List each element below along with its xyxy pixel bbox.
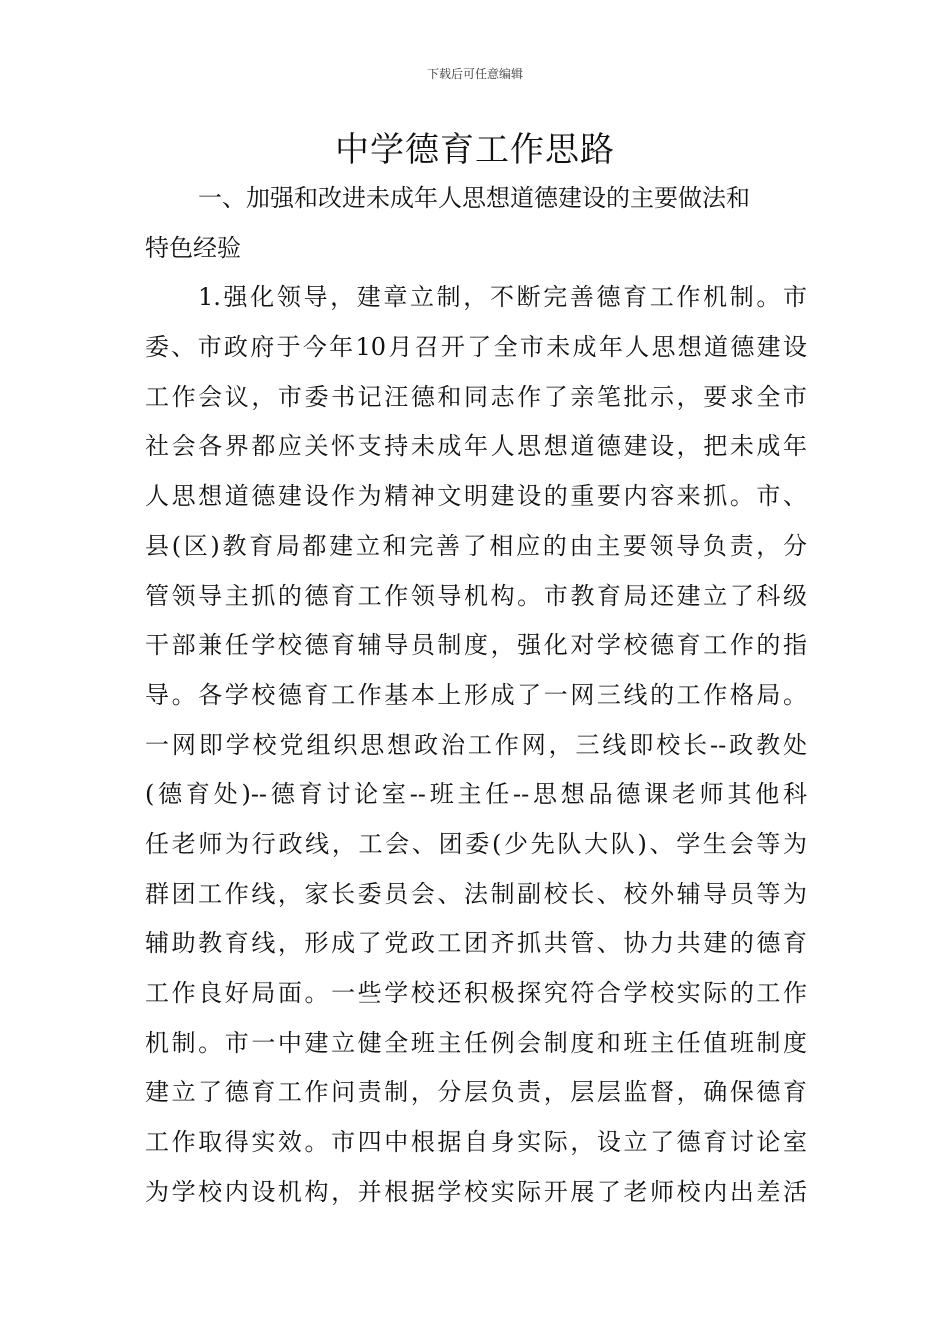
paragraph-line: 管领导主抓的德育工作领导机构。市教育局还建立了科级 xyxy=(145,581,807,610)
paragraph-line: 工作取得实效。市四中根据自身实际，设立了德育讨论室 xyxy=(145,1128,807,1157)
paragraph-line: 干部兼任学校德育辅导员制度，强化对学校德育工作的指 xyxy=(145,631,807,660)
paragraph-line: 县(区)教育局都建立和完善了相应的由主要领导负责，分 xyxy=(145,531,807,560)
paragraph-line: 为学校内设机构，并根据学校实际开展了老师校内出差活 xyxy=(145,1177,807,1206)
paragraph-line: 机制。市一中建立健全班主任例会制度和班主任值班制度 xyxy=(145,1028,807,1057)
paragraph-line: 任老师为行政线，工会、团委(少先队大队)、学生会等为 xyxy=(145,829,807,858)
paragraph-line: 委、市政府于今年10月召开了全市未成年人思想道德建设 xyxy=(145,333,807,362)
paragraph-line: 导。各学校德育工作基本上形成了一网三线的工作格局。 xyxy=(145,680,807,709)
page-header-note: 下载后可任意编辑 xyxy=(426,67,523,81)
paragraph-line: 建立了德育工作问责制，分层负责，层层监督，确保德育 xyxy=(145,1078,807,1107)
paragraph-line: (德育处)--德育讨论室--班主任--思想品德课老师其他科 xyxy=(145,780,807,809)
section-heading-line-2: 特色经验 xyxy=(145,233,241,262)
paragraph-line: 一网即学校党组织思想政治工作网，三线即校长--政教处 xyxy=(145,730,807,759)
paragraph-line: 群团工作线，家长委员会、法制副校长、校外辅导员等为 xyxy=(145,879,807,908)
paragraph-line: 1.强化领导，建章立制，不断完善德育工作机制。市 xyxy=(198,283,807,312)
paragraph-line: 工作良好局面。一些学校还积极探究符合学校实际的工作 xyxy=(145,979,807,1007)
document-title: 中学德育工作思路 xyxy=(335,130,615,170)
paragraph-line: 人思想道德建设作为精神文明建设的重要内容来抓。市、 xyxy=(145,482,807,511)
section-heading-line-1: 一、加强和改进未成年人思想道德建设的主要做法和 xyxy=(198,184,750,212)
paragraph-line: 工作会议，市委书记汪德和同志作了亲笔批示，要求全市 xyxy=(145,382,807,411)
document-body xyxy=(145,174,807,1217)
paragraph-line: 社会各界都应关怀支持未成年人思想道德建设，把未成年 xyxy=(145,432,807,461)
paragraph-line: 辅助教育线，形成了党政工团齐抓共管、协力共建的德育 xyxy=(145,929,807,958)
